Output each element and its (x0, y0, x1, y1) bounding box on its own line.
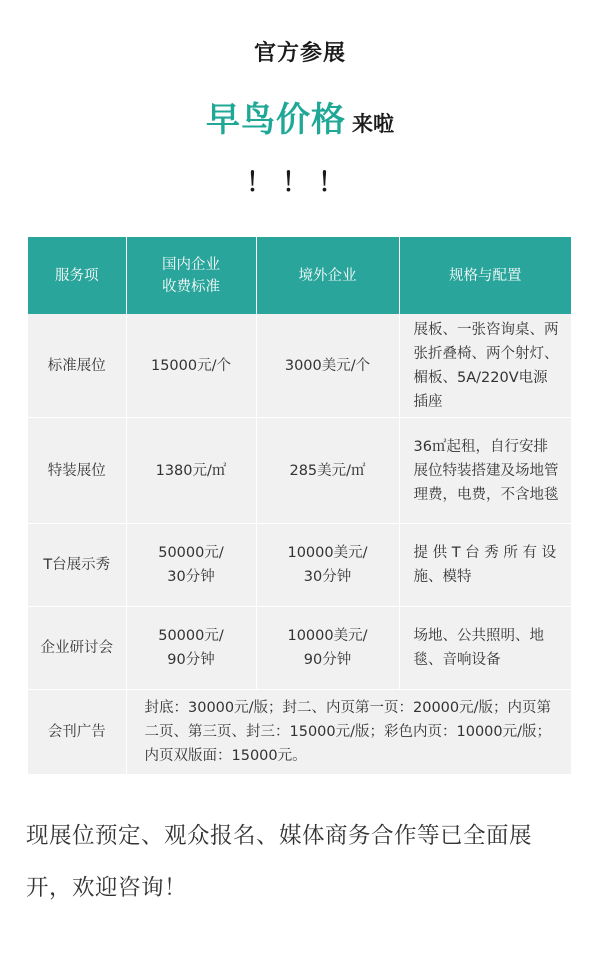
cell-overseas-price: 10000美元/ 30分钟 (256, 524, 399, 607)
cell-item: T台展示秀 (28, 524, 126, 607)
table-row (28, 690, 571, 775)
price-table (28, 237, 571, 775)
cell-ad-pricing: 封底：30000元/版；封二、内页第一页：20000元/版；内页第二页、第三页、封三：15000元/版；彩色内页：10000元/版；内页双版面：15000元。 (126, 690, 571, 775)
cell-spec: 场地、公共照明、地毯、音响设备 (399, 607, 571, 690)
cell-item: 标准展位 (28, 314, 126, 418)
table-row (28, 524, 571, 607)
cell-spec: 提 供 T 台 秀 所 有 设施、模特 (399, 524, 571, 607)
table-header-row (28, 237, 571, 314)
cell-overseas-price: 10000美元/ 90分钟 (256, 607, 399, 690)
cell-spec: 展板、一张咨询桌、两张折叠椅、两个射灯、楣板、5A/220V电源插座 (399, 314, 571, 418)
column-header-spec: 规格与配置 (399, 237, 571, 314)
cell-domestic-price: 50000元/ 30分钟 (126, 524, 256, 607)
cell-spec: 36㎡起租，自行安排展位特装搭建及场地管理费，电费，不含地毯 (399, 418, 571, 524)
exclamation-marks: ！！！ (245, 168, 354, 198)
cell-domestic-price: 50000元/ 90分钟 (126, 607, 256, 690)
cell-overseas-price: 3000美元/个 (256, 314, 399, 418)
main-title (0, 92, 600, 141)
table-row (28, 607, 571, 690)
column-header-domestic: 国内企业 收费标准 (126, 237, 256, 314)
cell-item: 企业研讨会 (28, 607, 126, 690)
sub-title: 官方参展 (253, 41, 346, 66)
column-header-overseas: 境外企业 (256, 237, 399, 314)
cell-item: 会刊广告 (28, 690, 126, 775)
cell-overseas-price: 285美元/㎡ (256, 418, 399, 524)
column-header-service: 服务项 (28, 237, 126, 314)
main-title-highlight: 早鸟价格 (206, 100, 346, 140)
cell-domestic-price: 1380元/㎡ (126, 418, 256, 524)
main-title-tail: 来啦 (352, 112, 394, 136)
footer-notice: 现展位预定、观众报名、媒体商务合作等已全面展开，欢迎咨询！ (26, 823, 533, 901)
table-row (28, 418, 571, 524)
table-row (28, 314, 571, 418)
cell-domestic-price: 15000元/个 (126, 314, 256, 418)
cell-item: 特装展位 (28, 418, 126, 524)
